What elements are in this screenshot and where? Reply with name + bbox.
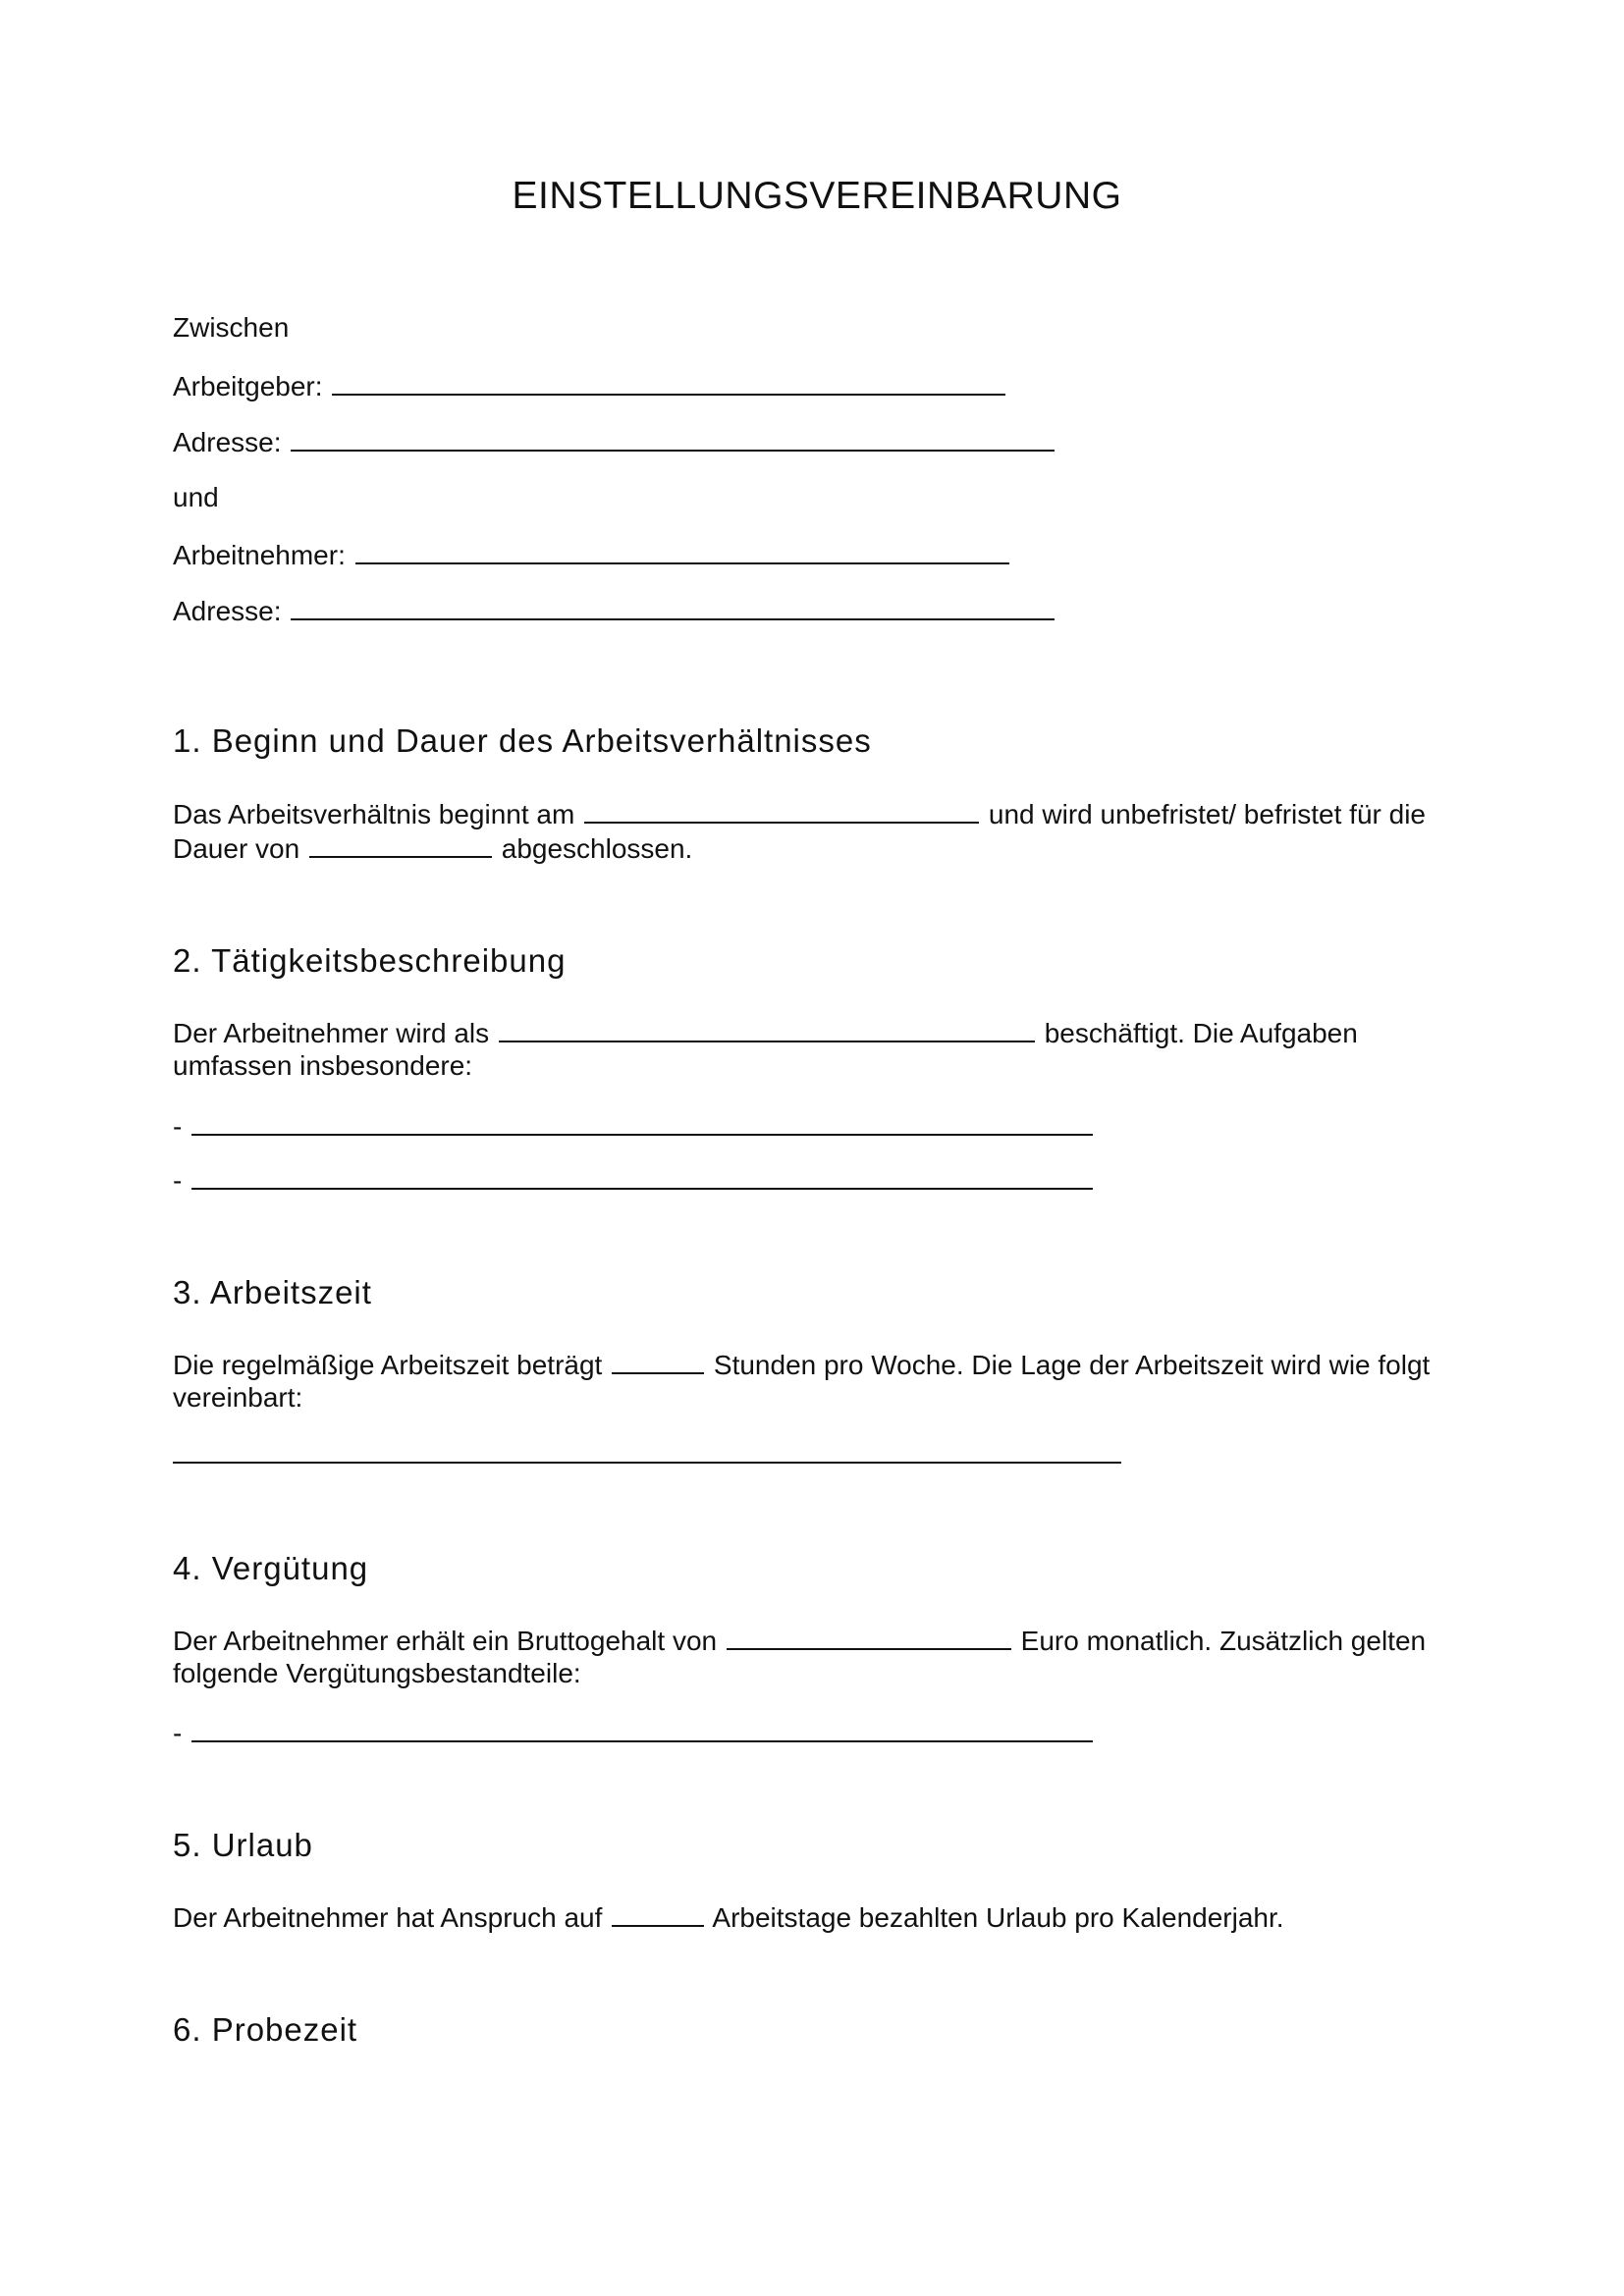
task-row-2	[173, 1162, 1095, 1198]
section-3-heading: 3. Arbeitszeit	[173, 1274, 372, 1310]
section-3-line-2: vereinbart:	[173, 1382, 303, 1413]
section-1-text-b: und wird unbefristet/ befristet für die	[988, 799, 1427, 829]
section-1-text-d: abgeschlossen.	[501, 833, 693, 864]
employee-label: Arbeitnehmer:	[173, 540, 346, 570]
section-4-line-2: folgende Vergütungsbestandteile:	[173, 1658, 581, 1688]
section-1-line-2	[173, 830, 692, 866]
section-3-line-1	[173, 1347, 1430, 1382]
section-1-heading: 1. Beginn und Dauer des Arbeitsverhältnisses	[173, 722, 872, 759]
compensation-field-1[interactable]	[191, 1715, 1093, 1742]
task-bullet-2: -	[173, 1165, 183, 1196]
section-3-text-b: Stunden pro Woche. Die Lage der Arbeitszeit wird wie folgt	[713, 1350, 1431, 1380]
section-5-text-a: Der Arbeitnehmer hat Anspruch auf	[173, 1902, 603, 1933]
employer-address-label: Adresse:	[173, 427, 282, 457]
section-2-text-b: beschäftigt. Die Aufgaben	[1044, 1018, 1358, 1048]
and-label: und	[173, 482, 219, 512]
section-1-line-1	[173, 796, 1426, 831]
start-date-field[interactable]	[584, 796, 979, 824]
employer-address-row	[173, 424, 1056, 459]
task-row-1	[173, 1108, 1095, 1144]
employee-row	[173, 537, 1011, 572]
employer-label: Arbeitgeber:	[173, 371, 323, 401]
employee-name-field[interactable]	[355, 537, 1009, 564]
section-1-text-a: Das Arbeitsverhältnis beginnt am	[173, 799, 575, 829]
task-field-2[interactable]	[191, 1162, 1093, 1190]
section-2-text-a: Der Arbeitnehmer wird als	[173, 1018, 490, 1048]
section-2-line-1	[173, 1015, 1358, 1050]
vacation-days-field[interactable]	[612, 1899, 704, 1927]
section-1-text-c: Dauer von	[173, 833, 300, 864]
section-2-heading: 2. Tätigkeitsbeschreibung	[173, 942, 567, 979]
employee-address-row	[173, 593, 1056, 628]
section-6-heading: 6. Probezeit	[173, 2011, 358, 2048]
section-5-line-1	[173, 1899, 1284, 1935]
weekly-hours-field[interactable]	[612, 1347, 704, 1374]
employer-row	[173, 368, 1007, 403]
between-label: Zwischen	[173, 312, 290, 343]
section-5-text-b: Arbeitstage bezahlten Urlaub pro Kalenderjahr.	[712, 1902, 1284, 1933]
gross-salary-field[interactable]	[727, 1623, 1011, 1650]
employee-address-field[interactable]	[291, 593, 1055, 620]
section-3-text-a: Die regelmäßige Arbeitszeit beträgt	[173, 1350, 603, 1380]
working-time-arrangement-field[interactable]	[173, 1460, 1121, 1464]
section-4-heading: 4. Vergütung	[173, 1550, 369, 1586]
document-title: EINSTELLUNGSVEREINBARUNG	[512, 175, 1122, 217]
duration-field[interactable]	[309, 830, 492, 858]
section-4-text-b: Euro monatlich. Zusätzlich gelten	[1020, 1626, 1427, 1656]
compensation-row-1	[173, 1715, 1095, 1750]
task-bullet-1: -	[173, 1111, 183, 1142]
employer-name-field[interactable]	[332, 368, 1005, 396]
section-2-line-2: umfassen insbesondere:	[173, 1050, 473, 1081]
section-4-line-1	[173, 1623, 1426, 1658]
section-5-heading: 5. Urlaub	[173, 1827, 313, 1863]
employee-address-label: Adresse:	[173, 596, 282, 626]
task-field-1[interactable]	[191, 1108, 1093, 1136]
compensation-bullet-1: -	[173, 1718, 183, 1748]
job-title-field[interactable]	[499, 1015, 1035, 1042]
employer-address-field[interactable]	[291, 424, 1055, 452]
section-4-text-a: Der Arbeitnehmer erhält ein Bruttogehalt von	[173, 1626, 718, 1656]
